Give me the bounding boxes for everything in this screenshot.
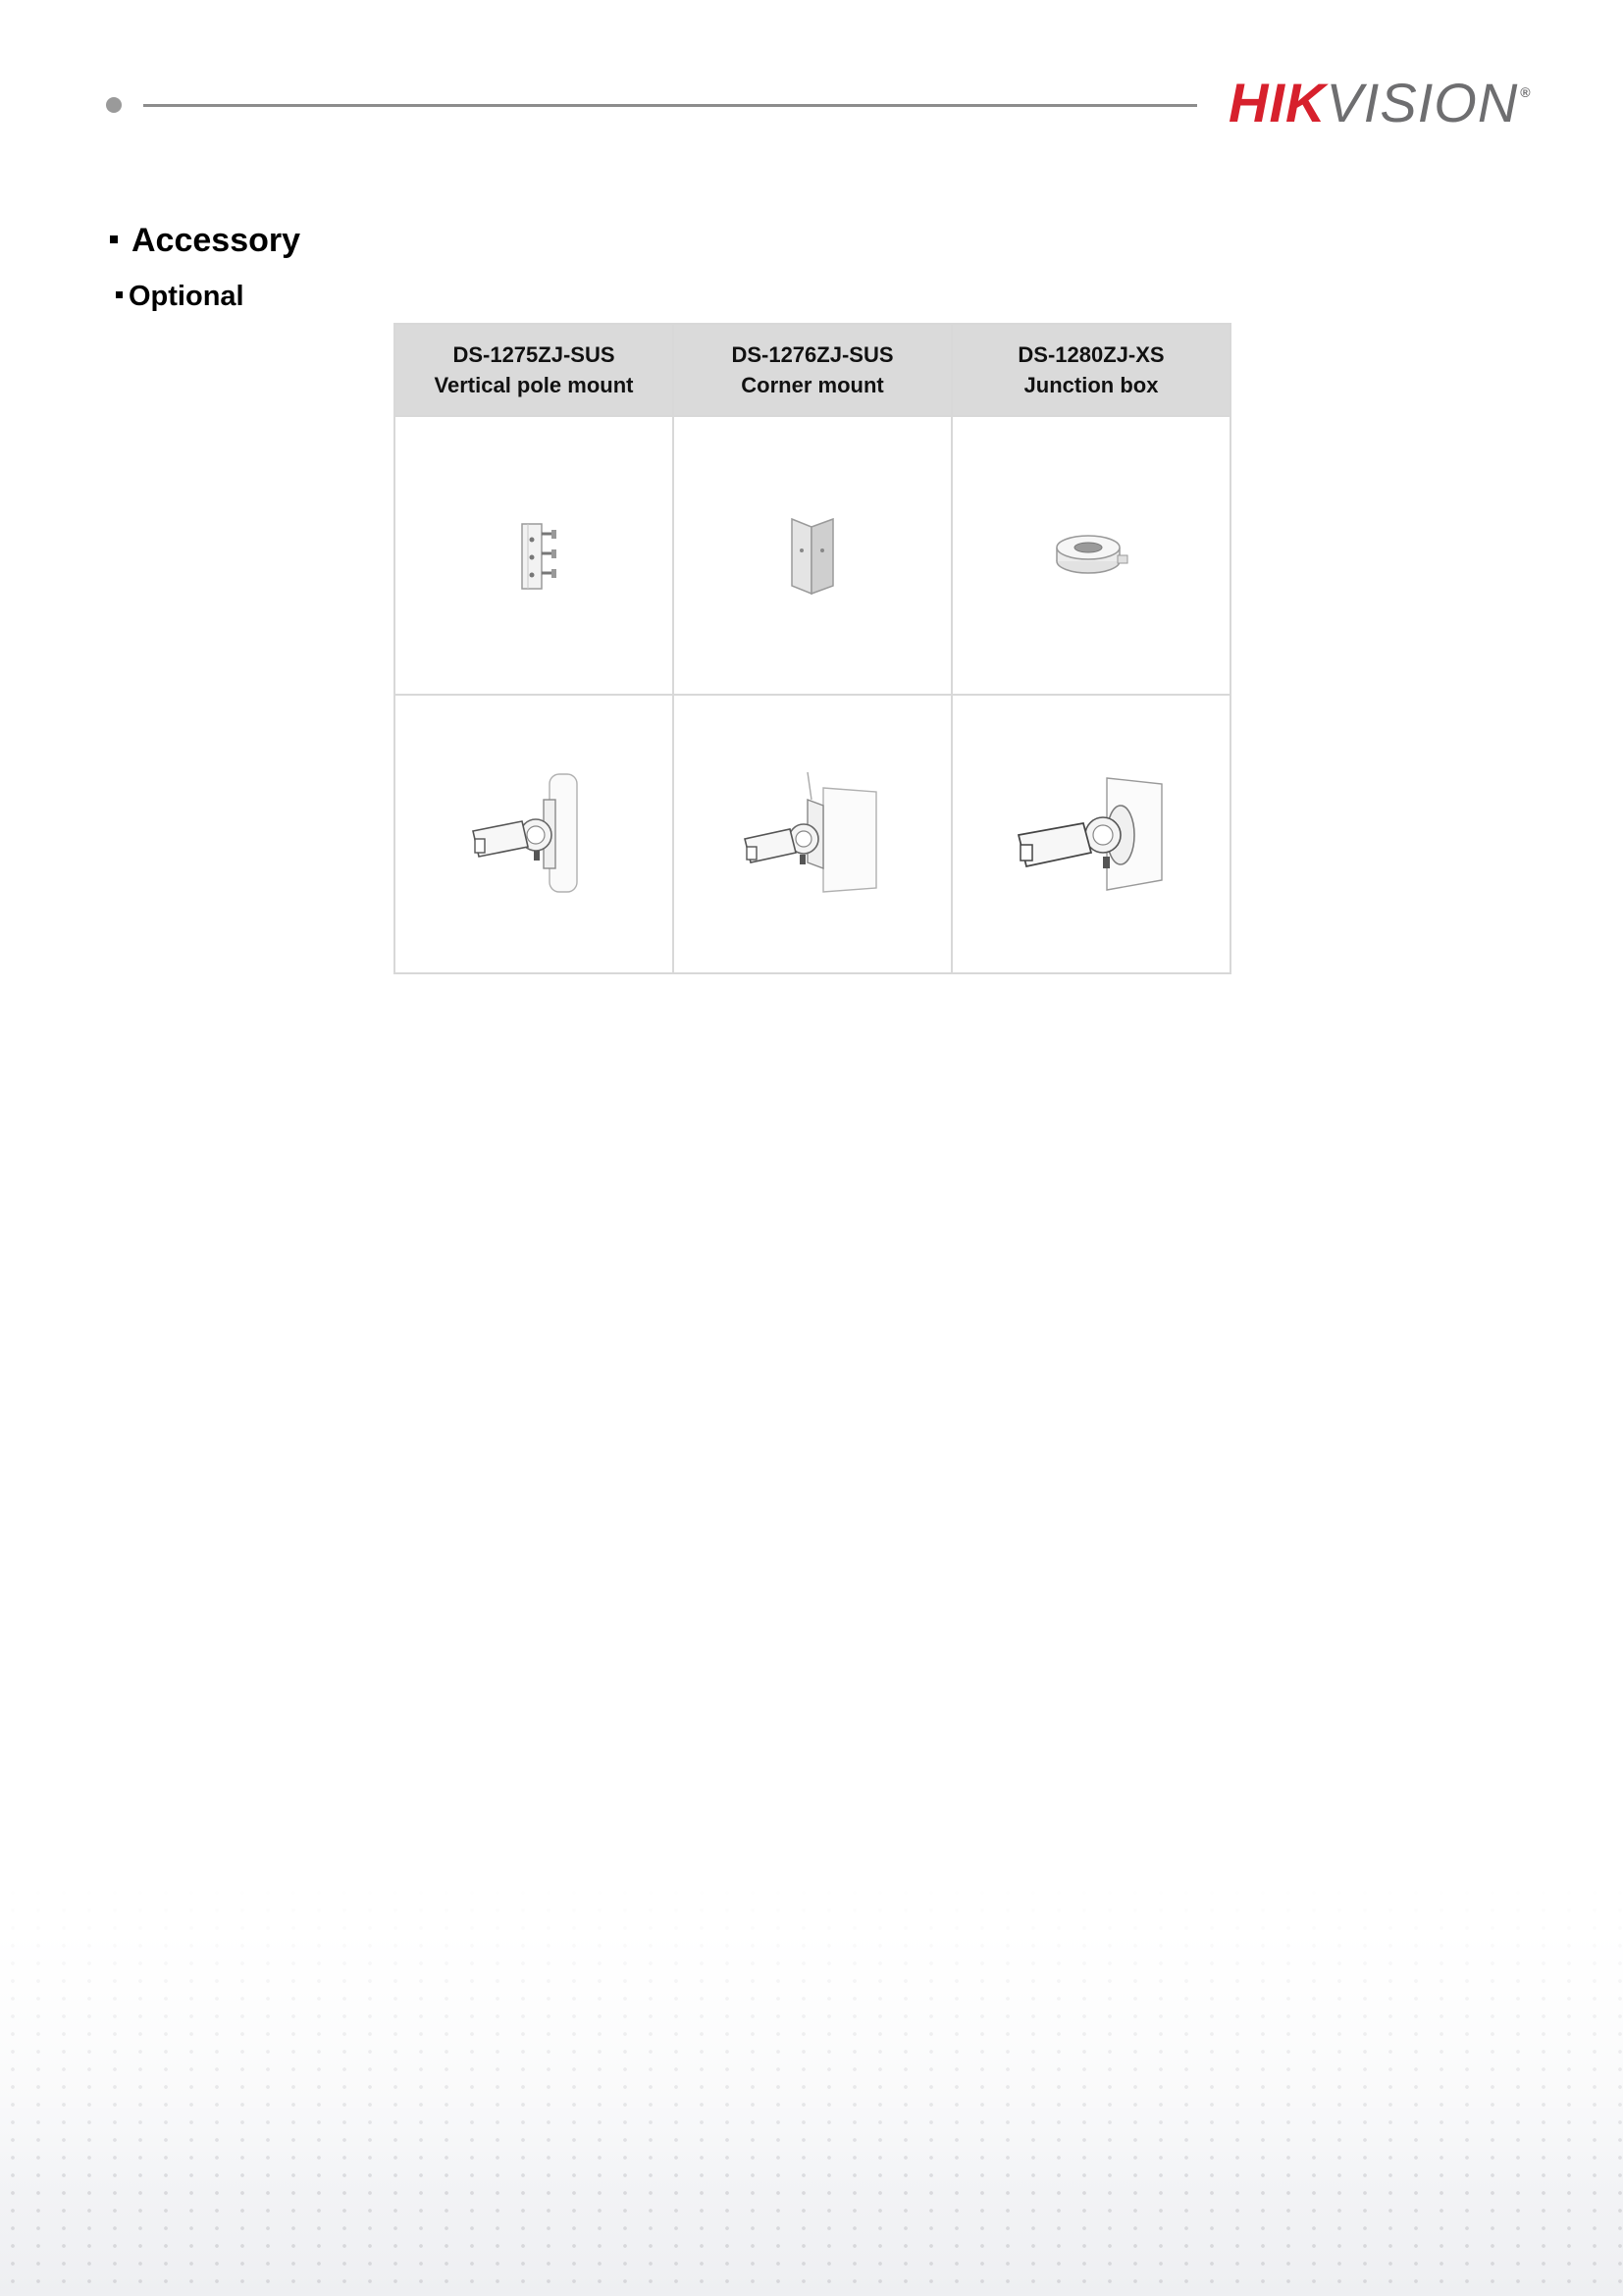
- header-rule: [143, 104, 1197, 107]
- accessory-model: DS-1276ZJ-SUS: [731, 342, 894, 367]
- installation-image-cell: [952, 695, 1230, 973]
- product-image-cell: [952, 416, 1230, 695]
- accessory-header-cell: [673, 324, 952, 416]
- bullet-icon: [116, 291, 123, 298]
- bullet-icon: [110, 235, 118, 243]
- table-row-installation: [394, 695, 1230, 973]
- accessory-header-cell: [952, 324, 1230, 416]
- logo-registered-mark: ®: [1520, 84, 1532, 100]
- accessory-name: Corner mount: [741, 373, 884, 397]
- table-row-product: [394, 416, 1230, 695]
- brand-logo: [1229, 71, 1530, 133]
- sub-title-text: Optional: [129, 281, 244, 312]
- accessory-table: [393, 323, 1231, 974]
- header-dot: [106, 97, 122, 113]
- accessory-model: DS-1280ZJ-XS: [1018, 342, 1165, 367]
- installation-image-cell: [394, 695, 673, 973]
- product-image-cell: [394, 416, 673, 695]
- camera-on-pole-icon: [465, 770, 602, 898]
- pole-mount-bracket-icon: [504, 516, 563, 595]
- camera-on-wall-junction-box-icon: [1013, 770, 1170, 898]
- accessory-header-cell: [394, 324, 673, 416]
- section-title: [110, 222, 300, 260]
- section-title-text: Accessory: [131, 222, 301, 259]
- camera-on-corner-icon: [739, 770, 886, 898]
- logo-part-red: HIK: [1229, 72, 1327, 133]
- installation-image-cell: [673, 695, 952, 973]
- sub-title: [116, 281, 244, 313]
- logo-part-grey: VISION: [1326, 72, 1519, 133]
- junction-box-icon: [1047, 526, 1135, 585]
- product-image-cell: [673, 416, 952, 695]
- page-background-pattern: [0, 1884, 1623, 2296]
- accessory-name: Vertical pole mount: [434, 373, 634, 397]
- accessory-model: DS-1275ZJ-SUS: [452, 342, 615, 367]
- table-header-row: [394, 324, 1230, 416]
- corner-mount-bracket-icon: [778, 511, 847, 600]
- accessory-name: Junction box: [1023, 373, 1159, 397]
